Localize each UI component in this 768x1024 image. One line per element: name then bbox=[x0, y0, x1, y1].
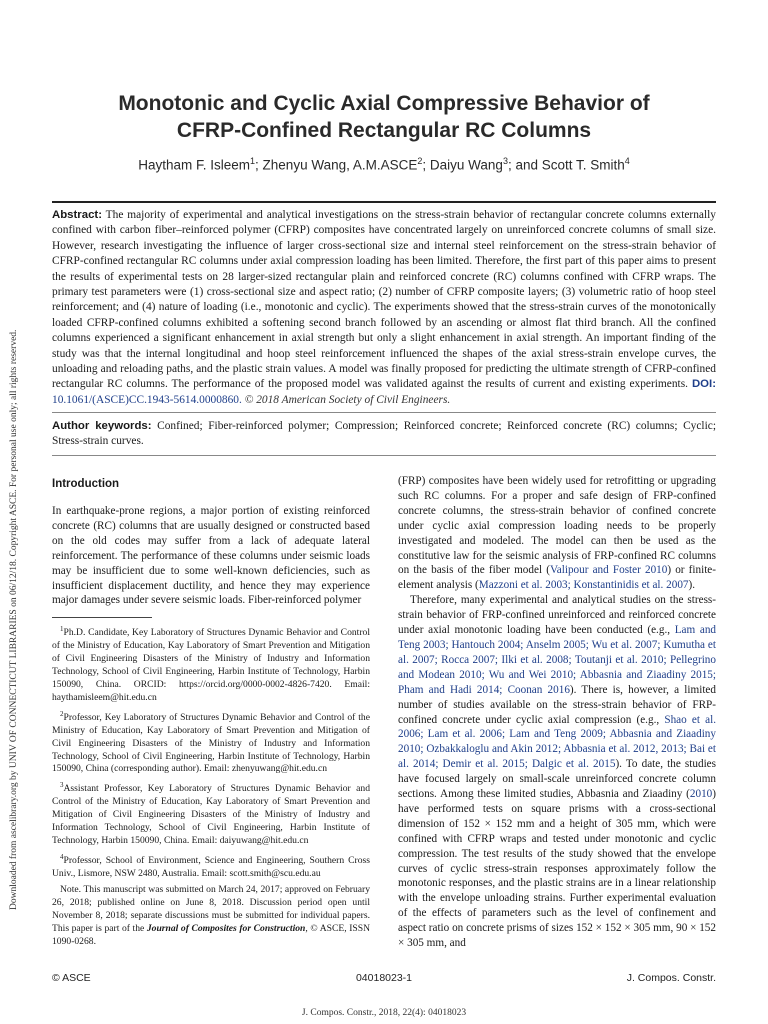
footer-copyright: © ASCE bbox=[52, 972, 91, 984]
article-title bbox=[50, 90, 718, 144]
author-1-affiliation: 1 bbox=[250, 156, 256, 166]
author-separator: ; bbox=[422, 157, 430, 173]
abstract bbox=[52, 208, 716, 408]
body-text: (FRP) composites have been widely used for retrofitting or upgrading such RC columns. For a proper and safe design of FRP-confined concrete columns, the stress-strain behavior of confined concrete under cyclic axial compression loading needs to be properly investigated and modeled. The model can then be used as the constitutive law for the seismic analysis of FRP-confined RC columns on the basis of the fiber model ( bbox=[398, 475, 716, 577]
abstract-label: Abstract: bbox=[52, 209, 103, 221]
citation-link[interactable]: Valipour and Foster 2010 bbox=[549, 564, 668, 577]
author-2-affiliation: 2 bbox=[417, 156, 423, 166]
author-3-affiliation: 3 bbox=[502, 156, 508, 166]
citation-link[interactable]: Mazzoni et al. 2003; Konstantinidis et al. 2007 bbox=[478, 579, 689, 592]
citation-link[interactable]: 2010 bbox=[689, 788, 713, 801]
body-text: ). To date, the studies have focused largely on small-scale unreinforced concrete column sections. Among these limited studies, Abbasnia and Ziaadiny ( bbox=[398, 758, 716, 801]
footnote-rule bbox=[52, 617, 152, 618]
citation-link[interactable]: Shao et al. 2006; Lam et al. 2006; Lam and Teng 2009; Abbasnia and Ziaadiny 2010; Ozbakkaloglu and Akin 2012; Abbasnia et al. 2012, 2013; Bai et al. 2014; Demir et al. 2015; Dalgic et al. 2015 bbox=[398, 713, 716, 771]
journal-name: Journal of Composites for Construction bbox=[146, 922, 306, 934]
footer-citation: J. Compos. Constr., 2018, 22(4): 04018023 bbox=[301, 1008, 467, 1018]
footnote-text: Assistant Professor, Key Laboratory of Structures Dynamic Behavior and Control of the Ministry of Education, Kay Laboratory of Smart Prevention and Mitigation of Civil Engineering Disasters of the Ministry of Industry and Information Technology, School of Civil Engineering, Harbin Institute of Technology, Harbin 150090, China. Email: daiyuwang@hit.edu.cn bbox=[52, 783, 370, 847]
footnote-3 bbox=[52, 779, 370, 848]
body-paragraph-1 bbox=[398, 474, 716, 593]
footnote-text: Ph.D. Candidate, Key Laboratory of Structures Dynamic Behavior and Control of the Ministry of Education, Kay Laboratory of Smart Prevention and Mitigation of Civil Engineering Disasters of the Ministry of Industry and Information Technology, School of Civil Engineering, Harbin Institute of Technology, Harbin 150090, China. ORCID: https://orcid.org/0000-0002-4826-7420. Email: haythamisleem@hit.edu.cn bbox=[52, 627, 370, 703]
download-notice bbox=[9, 160, 23, 920]
author-4-affiliation: 4 bbox=[624, 156, 630, 166]
abstract-top-rule bbox=[52, 201, 716, 203]
footnotes bbox=[52, 623, 370, 952]
abstract-text: The majority of experimental and analytical investigations on the stress-strain behavior of rectangular concrete columns externally confined with carbon fiber–reinforced polymer (CFRP) composites have concentrated largely on unreinforced concrete columns of small size. However, research investigating the influence of larger cross-sectional size and internal steel reinforcement on the stress-strain behavior of CFRP-confined rectangular RC columns under axial compression loading has been limited. Therefore, the first part of this paper aims to present the results of experimental tests on 28 larger-sized rectangular plain and reinforced concrete (RC) columns confined with CFRP wraps. The primary test parameters were (1) cross-sectional size and aspect ratio; (2) number of CFRP composite layers; (3) volumetric ratio of hoop steel reinforcement; and (4) nature of loading (i.e., monotonic and cyclic). The experiments showed that the stress-strain curves of the monotonically loaded CFRP-confined columns exhibited a softening second branch followed by an ascending or almost flat third branch. All the confined columns experienced a significant enhancement in axial strength but only a slight enhancement in axial strength. An important finding of the study was that the internal longitudinal and hoop steel reinforcement influenced the shapes of the axial stress-strain envelope curves, the unloading and reloading paths, and the plastic strain values. A model was finally proposed for predicting the ultimate strength of CFRP-confined rectangular RC columns. The performance of the proposed model was validated against the results of current and existing experiments. bbox=[52, 209, 716, 391]
manuscript-note bbox=[52, 884, 370, 949]
footnote-marker: 1 bbox=[60, 625, 64, 633]
author-4: Scott T. Smith bbox=[541, 157, 625, 173]
body-text: ). There is, however, a limited number of studies available on the stress-strain behavior of FRP-confined concrete under cyclic axial compression (e.g., bbox=[398, 683, 716, 726]
right-column-text bbox=[398, 474, 716, 951]
author-3: Daiyu Wang bbox=[429, 157, 503, 173]
keywords-label: Author keywords: bbox=[52, 420, 152, 432]
abstract-copyright: © 2018 American Society of Civil Engineers. bbox=[241, 393, 451, 406]
introduction-paragraph: In earthquake-prone regions, a major portion of existing reinforced concrete (RC) columns that are usually designed or constructed based on the old codes may suffer from a lack of adequate lateral reinforcement. The performance of these columns under seismic loads may be insufficient due to some well-known deficiencies, such as insufficient displacement ductility, and hence they may experience major damages under severe seismic loads. Fiber-reinforced polymer bbox=[52, 505, 370, 607]
footnote-text: Professor, Key Laboratory of Structures Dynamic Behavior and Control of the Ministry of Education, Kay Laboratory of Smart Prevention and Mitigation of Civil Engineering Disasters of the Ministry of Industry and Information Technology, School of Civil Engineering, Harbin Institute of Technology, Harbin 150090, China (corresponding author). Email: zhenyuwang@hit.edu.cn bbox=[52, 711, 370, 775]
title-line-1: Monotonic and Cyclic Axial Compressive Behavior of bbox=[118, 92, 650, 115]
title-line-2: CFRP-Confined Rectangular RC Columns bbox=[176, 119, 592, 142]
footer-journal: J. Compos. Constr. bbox=[626, 972, 716, 984]
footer-page-id: 04018023-1 bbox=[355, 972, 413, 984]
footnote-4 bbox=[52, 851, 370, 881]
body-text: ) have performed tests on square prisms with a cross-sectional dimension of 152 × 152 mm and a height of 305 mm, which were confined with CFRP wraps and tested under monotonic and cyclic compression. The test results of the study showed that the envelope curves of cyclic stress-strain responses approximately follow the monotonic responses, and the plastic strains are in a linear relationship with the envelope unloading strains. Further experimental evaluation of the effects of parameters such as the level of confinement and aspect ratio on concrete prisms of sizes 152 × 152 × 305 mm, 90 × 152 × 305 mm, and bbox=[398, 788, 716, 950]
footnote-1 bbox=[52, 623, 370, 705]
author-keywords bbox=[52, 419, 716, 449]
doi-link[interactable]: 10.1061/(ASCE)CC.1943-5614.0000860. bbox=[52, 393, 242, 406]
note-text: Note. This manuscript was submitted on March 24, 2017; approved on February 26, 2018; published online on June 8, 2018. Discussion period open until November 8, 2018; separate discussions must be submitted for individual papers. This paper is part of the bbox=[52, 884, 370, 934]
body-text: ). bbox=[688, 579, 696, 592]
download-notice-text: Downloaded from ascelibrary.org by UNIV OF CONNECTICUT LIBRARIES on 06/12/18. Copyright ASCE. For personal use only; all rights reserved. bbox=[9, 329, 19, 910]
section-heading-introduction: Introduction bbox=[52, 478, 120, 490]
footnote-2 bbox=[52, 708, 370, 777]
footnote-marker: 4 bbox=[60, 853, 64, 862]
citation-link[interactable]: Lam and Teng 2003; Hantouch 2004; Anselm 2005; Wu et al. 2007; Kumutha et al. 2007; Rocca 2007; Ilki et al. 2008; Toutanji et al. 2010; Pellegrino and Modean 2010; Wu and Wei 2010; Abbasnia and Ziaadiny 2015; Pham and Hadi 2014; Coonan 2016 bbox=[398, 624, 717, 696]
author-2: Zhenyu Wang, A.M.ASCE bbox=[262, 157, 418, 173]
footnote-marker: 3 bbox=[60, 781, 64, 790]
author-list bbox=[50, 156, 718, 173]
body-text: Therefore, many experimental and analytical studies on the stress-strain behavior of FRP-confined unreinforced and reinforced concrete under axial monotonic loading have been conducted (e.g., bbox=[398, 594, 716, 637]
footnote-text: Professor, School of Environment, Science and Engineering, Southern Cross Univ., Lismore, NSW 2480, Australia. Email: scott.smith@scu.edu.au bbox=[52, 855, 370, 880]
author-separator: ; bbox=[255, 157, 263, 173]
note-tail: , © ASCE, ISSN 1090-0268. bbox=[52, 922, 370, 947]
keywords-text: Confined; Fiber-reinforced polymer; Compression; Reinforced concrete; Reinforced concrete (RC) columns; Cyclic; Stress-strain curves. bbox=[52, 420, 716, 447]
author-separator: ; and bbox=[507, 157, 542, 173]
doi-label: DOI: bbox=[691, 378, 716, 391]
body-top-rule bbox=[52, 455, 716, 456]
body-text: ) or finite-element analysis ( bbox=[398, 564, 716, 592]
keywords-rule bbox=[52, 412, 716, 413]
body-paragraph-2 bbox=[398, 593, 716, 951]
author-1: Haytham F. Isleem bbox=[138, 157, 251, 173]
footnote-marker: 2 bbox=[60, 709, 64, 718]
